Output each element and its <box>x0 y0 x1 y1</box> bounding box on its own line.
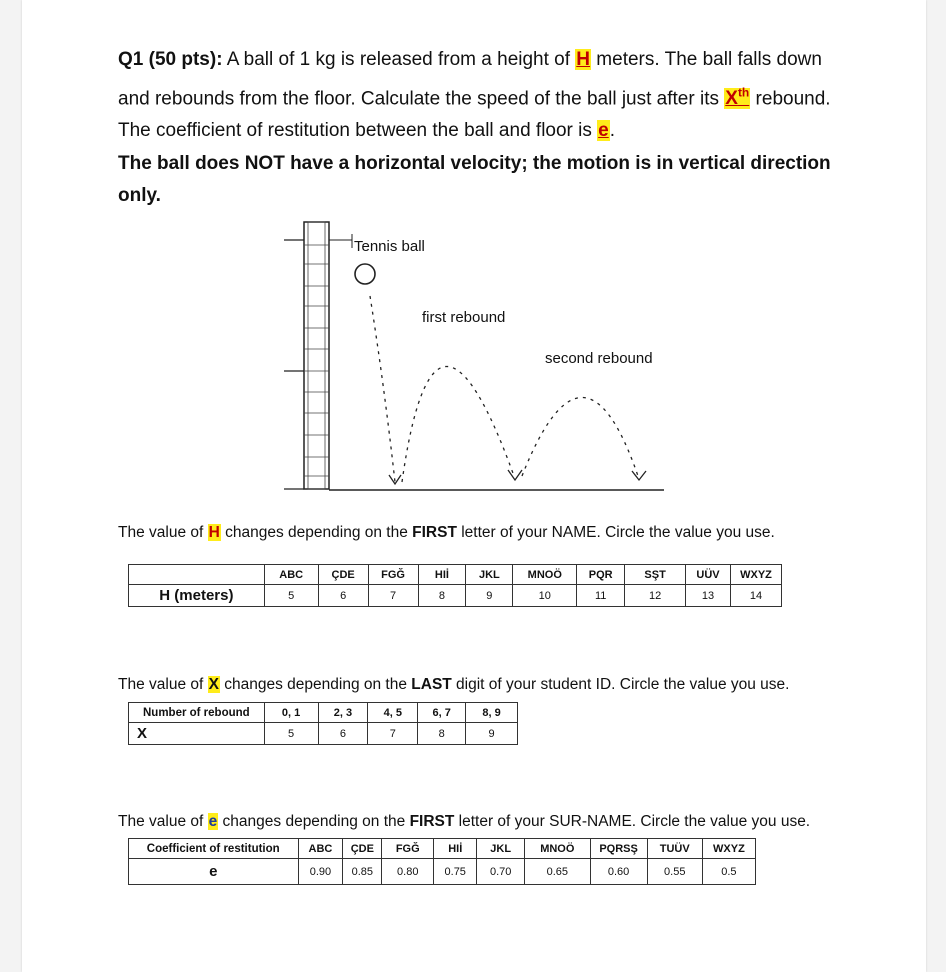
bold-note: The ball does NOT have a horizontal velocity; the motion is in vertical direction only. <box>118 152 831 207</box>
h-header-cell: WXYZ <box>730 565 781 585</box>
h-header-cell: SŞT <box>625 565 686 585</box>
e-table <box>128 838 756 885</box>
x-value-cell[interactable]: 5 <box>264 723 318 745</box>
x-header-cell: 4, 5 <box>368 703 418 723</box>
second-rebound-label: second rebound <box>545 350 653 367</box>
x-header-cell: 6, 7 <box>418 703 466 723</box>
document-page <box>22 0 926 972</box>
question-text: Q1 (50 pts): A ball of 1 kg is released from a height of H meters. The ball falls down and rebounds from the floor. Calculate the speed of the ball just after its Xth rebound. The coefficient of restitution between the ball and floor is e. The ball does NOT have a horizontal velocity; the motion is in vertical direction only. <box>118 49 831 207</box>
e-header-cell: ABC <box>298 839 343 859</box>
h-header-cell: PQR <box>577 565 625 585</box>
h-header-cell: FGĞ <box>368 565 418 585</box>
e-header-cell: MNOÖ <box>525 839 590 859</box>
x-value-cell[interactable]: 6 <box>318 723 368 745</box>
h-header-cell: ÇDE <box>318 565 368 585</box>
h-value-row <box>129 585 782 607</box>
x-header-cell: 0, 1 <box>264 703 318 723</box>
h-header-cell: JKL <box>466 565 513 585</box>
e-header-label: Coefficient of restitution <box>129 839 299 859</box>
e-row-label: e <box>129 859 299 885</box>
var-x-highlight: Xth <box>725 85 750 109</box>
x-header-cell: 2, 3 <box>318 703 368 723</box>
e-var: e <box>208 813 218 830</box>
x-header-cell: 8, 9 <box>466 703 518 723</box>
h-header-cell: ABC <box>264 565 318 585</box>
question-label: Q1 (50 pts): <box>118 49 223 70</box>
e-value-cell[interactable]: 0.70 <box>477 859 525 885</box>
h-value-cell[interactable]: 10 <box>513 585 577 607</box>
rebound-figure <box>284 214 664 499</box>
h-value-cell[interactable]: 12 <box>625 585 686 607</box>
first-rebound-label: first rebound <box>422 309 506 326</box>
h-value-cell[interactable]: 11 <box>577 585 625 607</box>
h-var: H <box>208 524 220 541</box>
e-value-cell[interactable]: 0.5 <box>702 859 755 885</box>
h-header-cell: UÜV <box>686 565 731 585</box>
e-header-cell: TUÜV <box>647 839 702 859</box>
e-value-cell[interactable]: 0.65 <box>525 859 590 885</box>
e-value-cell[interactable]: 0.55 <box>647 859 702 885</box>
h-header-cell: MNOÖ <box>513 565 577 585</box>
x-value-row <box>129 723 518 745</box>
e-value-cell[interactable]: 0.80 <box>382 859 434 885</box>
e-value-cell[interactable]: 0.75 <box>434 859 477 885</box>
x-header-label: Number of rebound <box>129 703 265 723</box>
h-instructions: The value of H changes depending on the FIRST letter of your NAME. Circle the value you use. <box>118 524 775 541</box>
x-row-label: X <box>129 723 265 745</box>
x-table <box>128 702 518 745</box>
e-header-cell: JKL <box>477 839 525 859</box>
e-value-row <box>129 859 756 885</box>
e-header-cell: HIİ <box>434 839 477 859</box>
e-header-cell: ÇDE <box>343 839 382 859</box>
e-value-cell[interactable]: 0.85 <box>343 859 382 885</box>
h-value-cell[interactable]: 7 <box>368 585 418 607</box>
h-header-blank <box>129 565 265 585</box>
h-table <box>128 564 782 607</box>
h-value-cell[interactable]: 5 <box>264 585 318 607</box>
e-header-row <box>129 839 756 859</box>
h-header-row <box>129 565 782 585</box>
h-row-label: H (meters) <box>129 585 265 607</box>
x-var: X <box>208 676 219 693</box>
e-header-cell: WXYZ <box>702 839 755 859</box>
h-value-cell[interactable]: 14 <box>730 585 781 607</box>
x-value-cell[interactable]: 8 <box>418 723 466 745</box>
e-instructions: The value of e changes depending on the FIRST letter of your SUR-NAME. Circle the value you use. <box>118 813 811 830</box>
h-value-cell[interactable]: 6 <box>318 585 368 607</box>
var-h-highlight: H <box>576 49 591 70</box>
h-value-cell[interactable]: 9 <box>466 585 513 607</box>
e-value-cell[interactable]: 0.60 <box>590 859 647 885</box>
var-e-highlight: e <box>598 120 609 142</box>
e-value-cell[interactable]: 0.90 <box>298 859 343 885</box>
x-value-cell[interactable]: 7 <box>368 723 418 745</box>
h-header-cell: HIİ <box>418 565 466 585</box>
h-value-cell[interactable]: 13 <box>686 585 731 607</box>
x-header-row <box>129 703 518 723</box>
e-header-cell: FGĞ <box>382 839 434 859</box>
h-value-cell[interactable]: 8 <box>418 585 466 607</box>
x-instructions: The value of X changes depending on the LAST digit of your student ID. Circle the value you use. <box>118 676 790 693</box>
x-value-cell[interactable]: 9 <box>466 723 518 745</box>
e-header-cell: PQRSŞ <box>590 839 647 859</box>
tennis-ball-label: Tennis ball <box>354 238 425 255</box>
